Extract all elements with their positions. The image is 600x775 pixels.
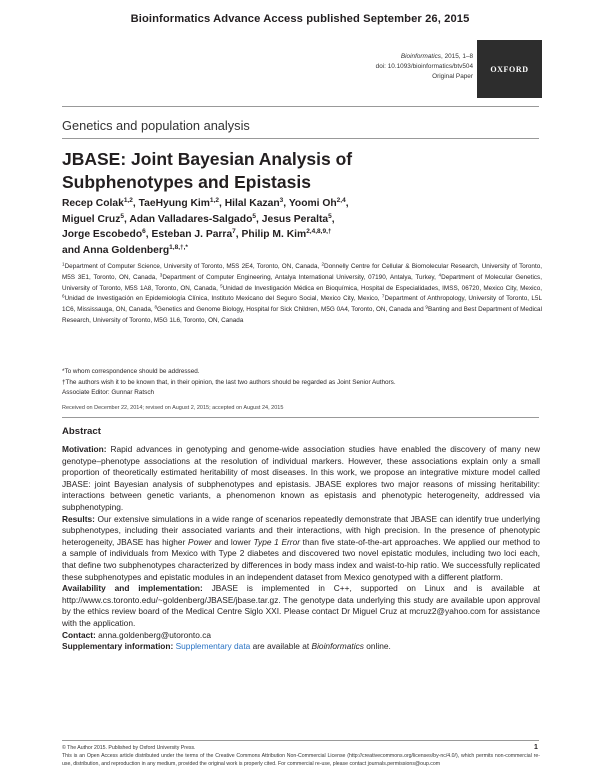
affil-sup: 1 bbox=[62, 261, 65, 267]
abstract-body bbox=[62, 444, 540, 653]
author-name: Hilal Kazan bbox=[224, 198, 280, 209]
author-sup: 6 bbox=[142, 228, 146, 236]
affil-text: Unidad de Investigación en Epidemiología Clínica, Instituto Mexicano del Seguro Social, Mexico City, Mexico, bbox=[64, 295, 382, 303]
author-name: Philip M. Kim bbox=[241, 229, 307, 241]
supp-text: are available at bbox=[250, 641, 312, 652]
supp-label: Supplementary information: bbox=[62, 641, 174, 652]
author-name: Esteban J. Parra bbox=[151, 229, 233, 241]
journal-citation: , 2015, 1–8 bbox=[441, 53, 473, 60]
author-sup: 1,8,†,* bbox=[169, 243, 188, 251]
power-term: Power bbox=[188, 536, 212, 547]
author-name: TaeHyung Kim bbox=[138, 198, 210, 209]
author-sup: 5 bbox=[328, 212, 332, 220]
affil-sup: 3 bbox=[159, 272, 163, 278]
abstract-results bbox=[62, 514, 540, 584]
author-sup: 2,4 bbox=[336, 197, 346, 204]
doi: doi: 10.1093/bioinformatics/btv504 bbox=[375, 63, 473, 71]
author-sup: 1,2 bbox=[209, 197, 219, 204]
type1-term: Type 1 Error bbox=[253, 536, 300, 547]
abstract-supplementary bbox=[62, 641, 540, 653]
author-name: Miguel Cruz bbox=[62, 213, 121, 225]
title-line-1: JBASE: Joint Bayesian Analysis of bbox=[62, 149, 353, 169]
author-sup: 1,2 bbox=[123, 197, 133, 204]
abstract-contact bbox=[62, 630, 540, 642]
results-text: and lower bbox=[211, 536, 254, 547]
journal-name: Bioinformatics bbox=[400, 53, 442, 60]
affil-sup: 2 bbox=[321, 261, 324, 267]
section-label: Genetics and population analysis bbox=[62, 118, 250, 133]
footer-divider bbox=[62, 740, 539, 741]
advance-access-banner: Bioinformatics Advance Access published September 26, 2015 bbox=[130, 13, 470, 25]
author-sup: 5 bbox=[252, 212, 256, 220]
received-dates: Received on December 22, 2014; revised on August 2, 2015; accepted on August 24, 2015 bbox=[62, 405, 284, 411]
results-text: Our extensive simulations in a wide range of scenarios repeatedly demonstrate that JBASE can identify true underlying subphenotypes, including their associated variants and their interactions, with high precision. In the presence of phenotypic heterogeneity, JBASE has higher bbox=[62, 513, 540, 547]
joint-senior-note: †The authors wish it to be known that, in their opinion, the last two authors should be regarded as Joint Senior Authors. bbox=[62, 378, 396, 386]
contact-label: Contact: bbox=[62, 629, 96, 640]
availability-text: JBASE is implemented in C++, supported on Linux and is available at http://www.cs.toronto.edu/~goldenberg/JBASE/jbase.tar.gz. The genotype data underlying this study are available upon approval by the ethics review board of the Medical Centre Siglo XXI. Please contact Dr Miguel Cruz at mcruz2@yahoo.com for assistance with the application. bbox=[62, 583, 540, 628]
author-name: Recep Colak bbox=[62, 198, 124, 209]
author-sup: 7 bbox=[232, 228, 236, 236]
supp-journal: Bioinformatics bbox=[311, 641, 364, 652]
affil-text: Unidad de Investigación Médica en Bioquímica, Hospital de Especialidades, IMSS, 06720, Mexico City, Mexico, bbox=[222, 284, 542, 292]
author-name: Yoomi Oh bbox=[288, 198, 337, 209]
author-name: Adan Valladares-Salgado bbox=[129, 213, 253, 225]
author-sup: 5 bbox=[120, 212, 124, 220]
affil-text: Department of Molecular Genetics, University of Toronto, M5S 1A8, Toronto, ON, Canada, bbox=[62, 273, 542, 292]
copyright: © The Author 2015. Published by Oxford University Press. bbox=[62, 745, 196, 751]
correspondence-note: *To whom correspondence should be addressed. bbox=[62, 368, 200, 375]
affil-sup: 9 bbox=[425, 304, 428, 310]
motivation-text: Rapid advances in genotyping and genome-wide association studies have enabled the discovery of many new genotype–phenotype associations at the resolution of individual markers. However, these associations explain only a small proportion of theoretically estimated heritability of most diseases. In this work, we propose an integrative mixture model called JBASE: joint Bayesian analysis of subphenotypes and epistasis. JBASE explores two major reasons of missing heritability: interactions between genetic variants, a phenomenon known as epistasis and phenotypic heterogeneity, addressed via subphenotyping. bbox=[62, 444, 540, 512]
footer bbox=[62, 744, 540, 769]
affiliations bbox=[62, 262, 542, 327]
affil-sup: 6 bbox=[62, 293, 65, 299]
affil-text: Genetics and Genome Biology, Hospital for Sick Children, M5G 0A4, Toronto, ON, Canada and bbox=[157, 306, 426, 314]
section-divider bbox=[62, 138, 539, 139]
license: This is an Open Access article distributed under the terms of the Creative Commons Attribution Non-Commercial License (http://creativecommons.org/licenses/by-nc/4.0/), which permits non-commercial re-use, distribution, and reproduction in any medium, provided the original work is properly cited. For commercial re-use, please contact journals.permissions@oup.com bbox=[62, 753, 540, 768]
author-name: Jesus Peralta bbox=[261, 213, 329, 225]
oxford-logo: OXFORD bbox=[477, 40, 542, 98]
abstract-motivation bbox=[62, 444, 540, 514]
results-text: than five state-of-the-art approaches. We applied our method to a sample of individuals from Mexico with Type 2 diabetes and discovered two novel epistatic modules, including two loci each, that define two subphenotypes characterized by differences in body mass index and waist-to-hip ratio. We successfully replicated these subphenotypes and epistatic modules in an independent dataset from Mexico genotyped with a different platform. bbox=[62, 536, 540, 582]
affil-text: Department of Computer Science, University of Toronto, M5S 2E4, Toronto, ON, Canada, bbox=[64, 263, 322, 270]
title-line-2: Subphenotypes and Epistasis bbox=[62, 172, 311, 192]
journal-meta bbox=[376, 52, 473, 83]
abstract-divider bbox=[62, 417, 539, 418]
affil-sup: 8 bbox=[154, 304, 158, 310]
author-name: Jorge Escobedo bbox=[62, 229, 143, 241]
results-label: Results: bbox=[62, 513, 95, 524]
motivation-label: Motivation: bbox=[62, 444, 107, 454]
affil-text: Donnelly Centre for Cellular & Biomolecular Research, University of Toronto, M5S 3E1, Toronto, ON, Canada, bbox=[62, 263, 542, 281]
contact-email[interactable]: anna.goldenberg@utoronto.ca bbox=[98, 629, 212, 640]
affil-sup: 7 bbox=[381, 293, 385, 299]
abstract-availability bbox=[62, 583, 540, 629]
supplementary-data-link[interactable]: Supplementary data bbox=[175, 641, 251, 652]
affil-sup: 4 bbox=[438, 272, 442, 278]
availability-label: Availability and implementation: bbox=[62, 583, 203, 594]
top-divider bbox=[62, 106, 539, 107]
author-sup: 2,4,8,9,† bbox=[306, 228, 332, 236]
abstract-heading: Abstract bbox=[62, 426, 101, 437]
associate-editor: Associate Editor: Gunnar Ratsch bbox=[62, 389, 155, 396]
affil-text: Banting and Best Department of Medical Research, University of Toronto, M5G 1L6, Toronto, ON, Canada bbox=[62, 306, 542, 324]
author-sup: 3 bbox=[279, 197, 284, 204]
article-type: Original Paper bbox=[432, 73, 473, 81]
author-list: Recep Colak$^{1,2}$, TaeHyung Kim$^{1,2}$, Hilal Kazan$^3$, Yoomi Oh$^{2,4}$, Miguel Cruz$^5$, Adan Valladares-Salgado$^5$, Jesus Peralta$^5$, Jorge Escobedo$^6$, Esteban J. Parra$^7$, Philip M. Kim$^{2,4,8,9,\dagger}$ and Anna Goldenberg$^{1,8,\dagger,*}$ bbox=[62, 197, 349, 256]
affil-sup: 5 bbox=[220, 283, 223, 289]
supp-text: online. bbox=[363, 641, 391, 652]
affil-text: Department of Computer Engineering, Antalya International University, 07190, Antalya, Turkey, bbox=[162, 273, 439, 281]
affil-text: Department of Anthropology, University of Toronto, L5L 1C6, Mississauga, ON, Canada, bbox=[62, 295, 542, 314]
paper-title bbox=[62, 148, 522, 194]
author-notes bbox=[62, 367, 542, 399]
page-number: 1 bbox=[534, 744, 538, 751]
author-name: and Anna Goldenberg bbox=[62, 244, 170, 256]
